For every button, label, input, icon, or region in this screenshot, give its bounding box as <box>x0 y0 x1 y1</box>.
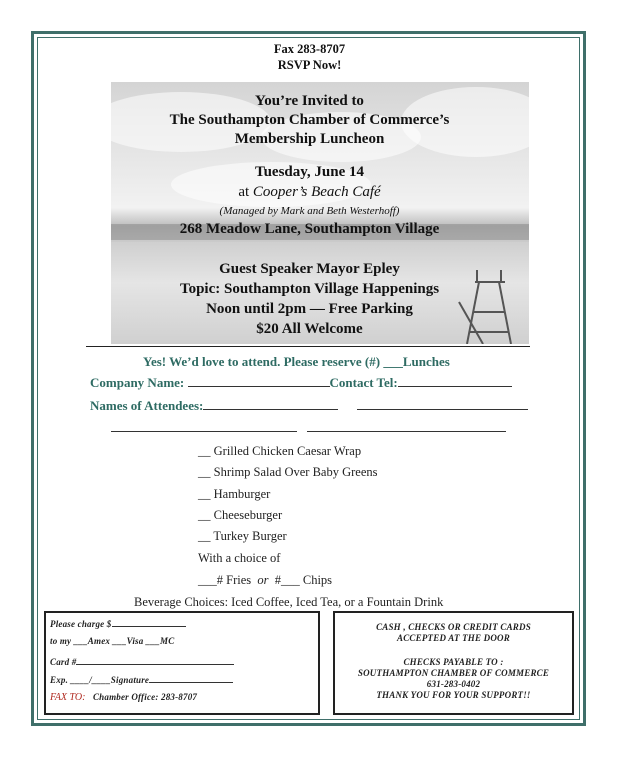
event-date: Tuesday, June 14 <box>254 164 365 180</box>
notice-line-1: CASH , CHECKS OR CREDIT CARDS <box>376 622 531 632</box>
attendee-field-4[interactable] <box>307 420 506 432</box>
attendee-field-1[interactable] <box>203 398 338 410</box>
exp-signature-row <box>50 673 233 685</box>
company-label: Company Name: <box>90 375 188 390</box>
chips-option[interactable]: #___ Chips <box>274 573 333 587</box>
invite-line-1: You’re Invited to <box>255 93 364 109</box>
choice-label: With a choice of <box>198 551 281 565</box>
notice-line-2: ACCEPTED AT THE DOOR <box>397 633 510 643</box>
card-number-field[interactable] <box>76 655 234 665</box>
chamber-office-fax: Chamber Office: 283-8707 <box>92 692 198 702</box>
or-label: or <box>257 573 269 587</box>
menu-item-turkey-burger[interactable]: __ Turkey Burger <box>198 529 287 543</box>
rsvp-heading: RSVP Now! <box>277 58 342 72</box>
notice-line-5: 631-283-0402 <box>426 679 481 689</box>
menu-item-cheeseburger[interactable]: __ Cheeseburger <box>198 508 283 522</box>
card-number-row <box>50 655 234 667</box>
notice-line-3: CHECKS PAYABLE TO : <box>403 657 504 667</box>
company-row <box>90 375 512 391</box>
fax-to-row <box>50 692 197 703</box>
card-types[interactable]: to my ___Amex ___Visa ___MC <box>50 636 175 646</box>
fax-to-label: FAX TO: <box>50 692 86 703</box>
divider-line <box>86 346 530 347</box>
exp-signature-label: Exp. ____/____Signature <box>50 675 150 685</box>
venue-line <box>0 184 619 201</box>
invite-line-3: Membership Luncheon <box>234 131 385 147</box>
event-time: Noon until 2pm — Free Parking <box>206 301 413 317</box>
attendee-field-3[interactable] <box>111 420 297 432</box>
card-label: Card # <box>50 657 77 667</box>
attendees-row <box>90 398 338 414</box>
charge-row <box>50 617 186 629</box>
side-choice-row <box>198 573 332 588</box>
venue-prefix: at <box>238 184 250 200</box>
contact-label: Contact Tel: <box>329 375 398 390</box>
notice-line-6: THANK YOU FOR YOUR SUPPORT!! <box>376 690 531 700</box>
attendee-field-2[interactable] <box>357 398 528 410</box>
event-price: $20 All Welcome <box>256 321 363 337</box>
speaker-topic: Topic: Southampton Village Happenings <box>179 281 440 297</box>
guest-speaker: Guest Speaker Mayor Epley <box>219 261 400 277</box>
menu-item-hamburger[interactable]: __ Hamburger <box>198 487 271 501</box>
company-name-field[interactable] <box>188 375 330 387</box>
signature-field[interactable] <box>149 673 233 683</box>
fries-option[interactable]: ___# Fries <box>198 573 252 587</box>
charge-amount-field[interactable] <box>112 617 186 627</box>
contact-tel-field[interactable] <box>398 375 512 387</box>
attendees-label: Names of Attendees: <box>90 398 204 413</box>
notice-line-4: SOUTHAMPTON CHAMBER OF COMMERCE <box>357 668 550 678</box>
menu-item-shrimp-salad[interactable]: __ Shrimp Salad Over Baby Greens <box>198 465 378 479</box>
reserve-line[interactable]: Yes! We’d love to attend. Please reserve (#) ___Lunches <box>143 354 450 369</box>
fax-number: Fax 283-8707 <box>273 42 346 56</box>
charge-label: Please charge $ <box>50 619 112 629</box>
venue-address: 268 Meadow Lane, Southampton Village <box>179 221 440 237</box>
managed-by: (Managed by Mark and Beth Westerhoff) <box>219 205 400 217</box>
venue-name: Cooper’s Beach Café <box>252 184 381 200</box>
menu-item-caesar-wrap[interactable]: __ Grilled Chicken Caesar Wrap <box>198 444 362 458</box>
beverage-choices: Beverage Choices: Iced Coffee, Iced Tea, or a Fountain Drink <box>134 595 444 609</box>
invite-line-2: The Southampton Chamber of Commerce’s <box>169 112 450 128</box>
